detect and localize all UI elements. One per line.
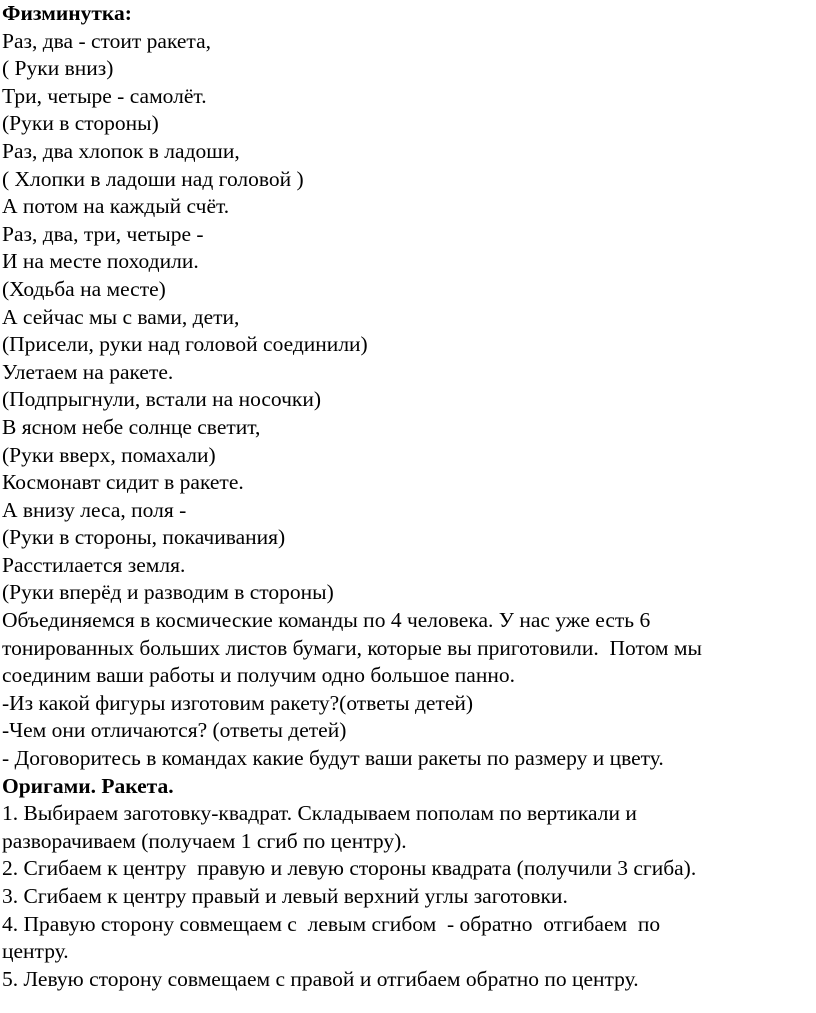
question-line: -Чем они отличаются? (ответы детей) (2, 718, 347, 743)
question-line: - Договоритесь в командах какие будут ваши ракеты по размеру и цвету. (2, 746, 664, 771)
step-line: 3. Сгибаем к центру правый и левый верхний углы заготовки. (2, 884, 568, 908)
instruction-line: (Руки вверх, помахали) (2, 442, 216, 467)
step-line: центру. (2, 939, 69, 964)
instruction-line: ( Хлопки в ладоши над головой ) (2, 166, 304, 191)
poem-line: В ясном небе солнце светит, (2, 414, 261, 439)
step-line: 1. Выбираем заготовку-квадрат. Складываем пополам по вертикали и (2, 801, 637, 826)
step-line: разворачиваем (получаем 1 сгиб по центру). (2, 828, 407, 853)
poem-line: Три, четыре - самолёт. (2, 83, 207, 108)
question-line: -Из какой фигуры изготовим ракету?(ответы детей) (2, 690, 474, 715)
poem-line: А сейчас мы с вами, дети, (2, 304, 240, 329)
instruction-line: (Ходьба на месте) (2, 276, 166, 301)
poem-line: А потом на каждый счёт. (2, 194, 230, 219)
step-line: 5. Левую сторону совмещаем с правой и отгибаем обратно по центру. (2, 966, 639, 991)
poem-line: Улетаем на ракете. (2, 359, 174, 384)
instruction-line: ( Руки вниз) (2, 56, 114, 81)
instruction-line: (Руки вперёд и разводим в стороны) (2, 580, 334, 605)
instruction-line: (Присели, руки над головой соединили) (2, 332, 368, 357)
instruction-line: (Руки в стороны, покачивания) (2, 525, 286, 550)
paragraph-line: тонированных больших листов бумаги, которые вы приготовили. Потом мы (2, 635, 702, 660)
poem-line: Расстилается земля. (2, 552, 186, 577)
step-line: 2. Сгибаем к центру правую и левую стороны квадрата (получили 3 сгиба). (2, 856, 697, 881)
poem-line: И на месте походили. (2, 249, 199, 274)
poem-line: Раз, два, три, четыре - (2, 221, 204, 246)
instruction-line: (Подпрыгнули, встали на носочки) (2, 387, 322, 412)
instruction-line: (Руки в стороны) (2, 111, 159, 136)
document-text (2, 0, 802, 993)
poem-line: Космонавт сидит в ракете. (2, 470, 244, 495)
step-line: 4. Правую сторону совмещаем с левым сгибом - обратно отгибаем по (2, 911, 661, 936)
poem-line: Раз, два хлопок в ладоши, (2, 138, 240, 163)
title-fizminutka: Физминутка: (2, 1, 132, 25)
paragraph-line: Объединяемся в космические команды по 4 человека. У нас уже есть 6 (2, 608, 651, 633)
poem-line: Раз, два - стоит ракета, (2, 28, 212, 53)
poem-line: А внизу леса, поля - (2, 497, 187, 522)
title-origami: Оригами. Ракета. (2, 773, 174, 798)
paragraph-line: соединим ваши работы и получим одно большое панно. (2, 663, 515, 688)
